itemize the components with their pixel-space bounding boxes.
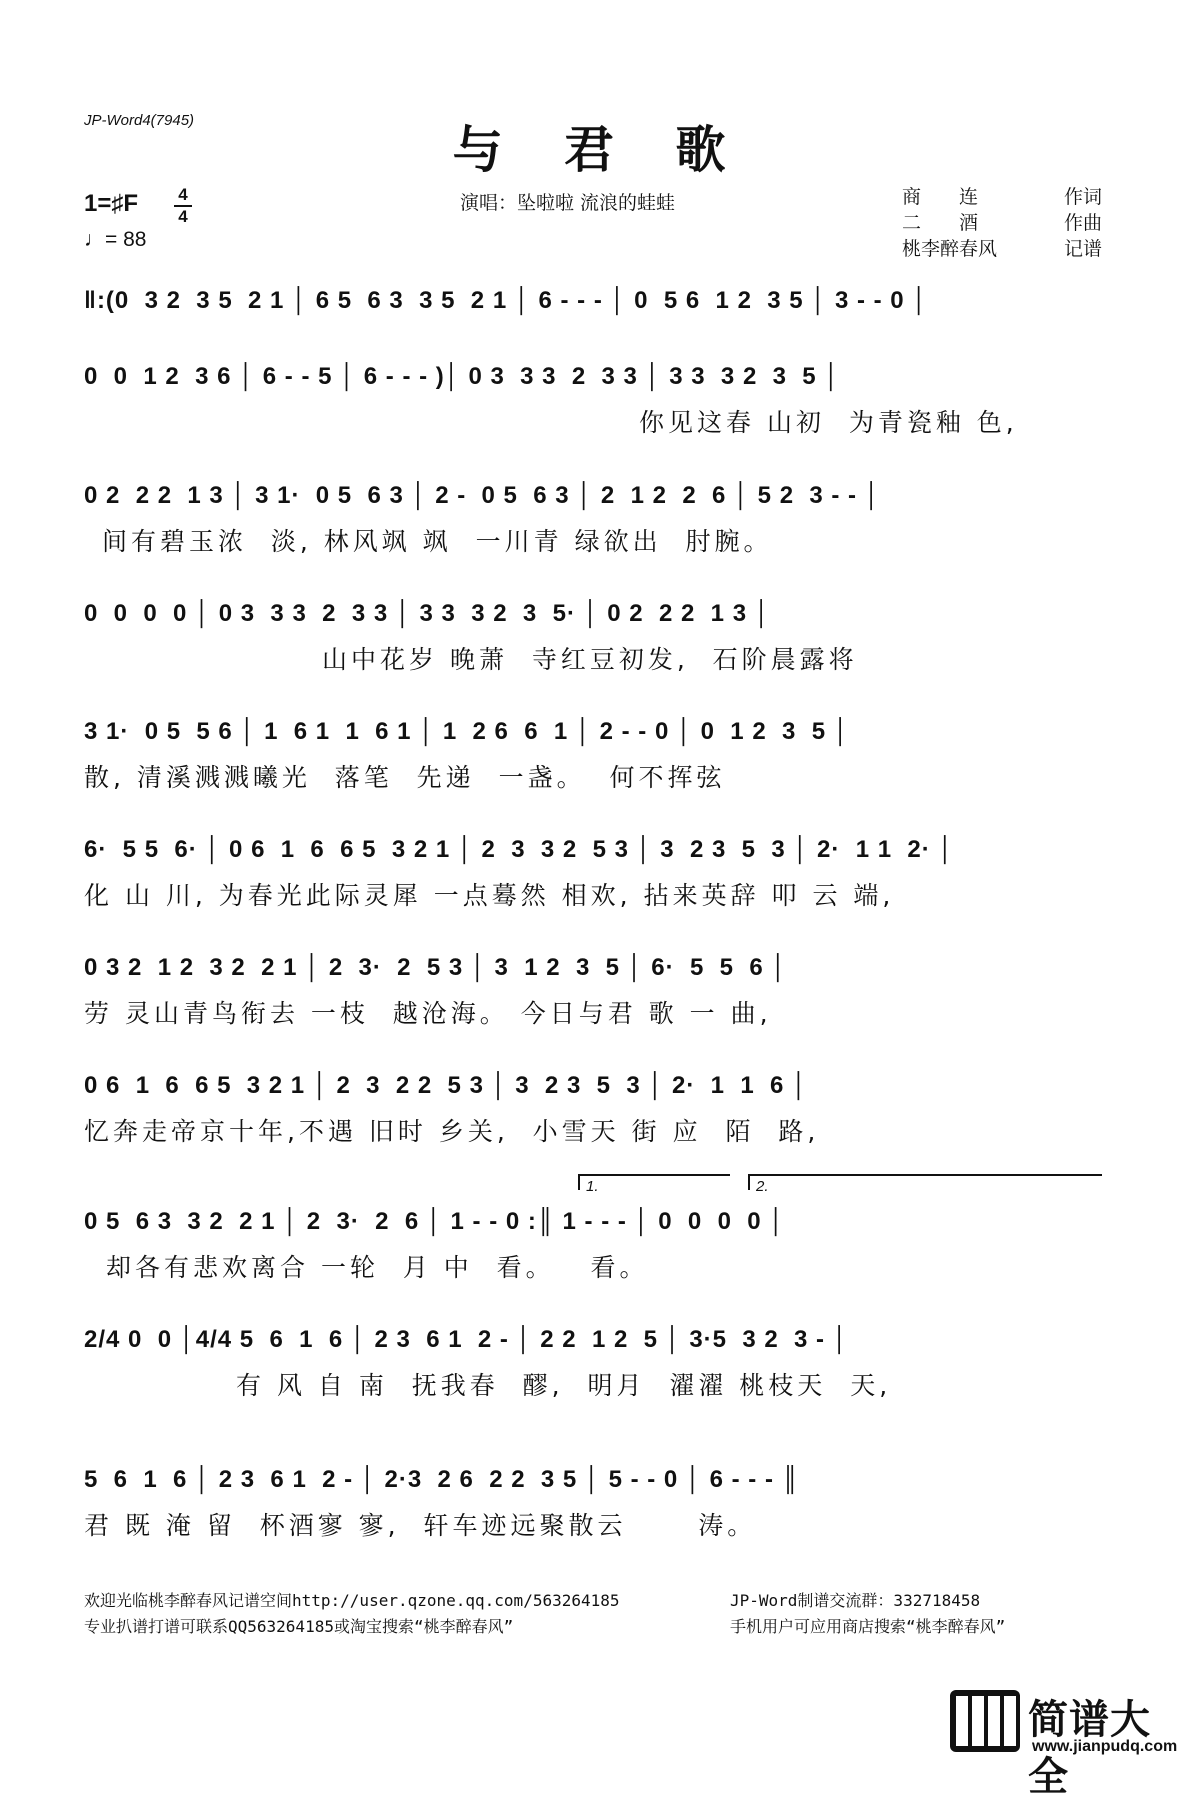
time-signature-bottom: 4 bbox=[178, 207, 188, 226]
credit-lyricist bbox=[902, 182, 1102, 206]
lyrics: 化 山 川, 为春光此际灵犀 一点蓦然 相欢, 拈来英辞 叩 云 端, bbox=[84, 881, 895, 910]
credit-transcriber bbox=[902, 234, 1102, 258]
logo-text: 简谱大全 bbox=[1028, 1697, 1151, 1800]
footer-website: 欢迎光临桃李醉春风记谱空间http://user.qzone.qq.com/563264185 bbox=[84, 1591, 620, 1610]
score-line-4 bbox=[84, 600, 1102, 674]
notes: 0 0 1 2 3 6 │ 6 - - 5 │ 6 - - - )│ 0 3 3 3 2 3 3 │ 3 3 3 2 3 5 │ bbox=[84, 363, 841, 390]
notes: 0 2 2 2 1 3 │ 3 1· 0 5 6 3 │ 2 - 0 5 6 3 │ 2 1 2 2 6 │ 5 2 3 - - │ bbox=[84, 482, 881, 509]
first-ending-label: 1. bbox=[586, 1178, 599, 1195]
credit-role: 作词 bbox=[1063, 186, 1102, 208]
notes: 3 1· 0 5 5 6 │ 1 6 1 1 6 1 │ 1 2 6 6 1 │ 2 - - 0 │ 0 1 2 3 5 │ bbox=[84, 718, 850, 745]
key-signature: 1=♯F bbox=[84, 190, 139, 217]
score-line-3 bbox=[84, 482, 1102, 556]
score-line-1 bbox=[84, 287, 1102, 357]
credit-role: 记谱 bbox=[1063, 238, 1102, 260]
time-signature-top: 4 bbox=[178, 185, 188, 204]
credit-role: 作曲 bbox=[1063, 212, 1102, 234]
lyrics: 你见这春 山初 为青瓷釉 色, bbox=[639, 408, 1018, 437]
notes: ‖:(0 3 2 3 5 2 1 │ 6 5 6 3 3 5 2 1 │ 6 - - - │ 0 5 6 1 2 3 5 │ 3 - - 0 │ bbox=[84, 287, 929, 314]
tempo-marking: ♩= 88 bbox=[84, 228, 147, 251]
notes: 0 6 1 6 6 5 3 2 1 │ 2 3 2 2 5 3 │ 3 2 3 5 3 │ 2· 1 1 6 │ bbox=[84, 1072, 809, 1099]
time-signature bbox=[172, 186, 194, 226]
singer-credit: 演唱：坠啦啦 流浪的蛙蛙 bbox=[460, 192, 676, 214]
lyrics: 有 风 自 南 抚我春 醪, 明月 濯濯 桃枝天 天, bbox=[236, 1371, 892, 1400]
lyrics: 忆奔走帝京十年,不遇 旧时 乡关, 小雪天 街 应 陌 路, bbox=[84, 1117, 820, 1146]
lyrics: 散, 清溪溅溅曦光 落笔 先递 一盏。 何不挥弦 bbox=[84, 763, 726, 792]
logo-url: www.jianpudq.com bbox=[1032, 1738, 1178, 1755]
credit-name: 二 酒 bbox=[902, 212, 979, 234]
second-ending-label: 2. bbox=[756, 1178, 769, 1195]
score-line-10 bbox=[84, 1326, 1102, 1400]
footer-app: 手机用户可应用商店搜索“桃李醉春风” bbox=[730, 1617, 1006, 1636]
score-line-8 bbox=[84, 1072, 1102, 1146]
credit-name: 商 连 bbox=[902, 186, 979, 208]
notes: 0 5 6 3 3 2 2 1 │ 2 3· 2 6 │ 1 - - 0 :║ 1 - - - │ 0 0 0 0 │ bbox=[84, 1208, 786, 1235]
lyrics: 间有碧玉浓 淡, 林风飒 飒 一川青 绿欲出 肘腕。 bbox=[102, 527, 773, 556]
credit-composer bbox=[902, 208, 1102, 232]
notes: 0 3 2 1 2 3 2 2 1 │ 2 3· 2 5 3 │ 3 1 2 3 5 │ 6· 5 5 6 │ bbox=[84, 954, 788, 981]
song-title: 与 君 歌 bbox=[452, 120, 748, 179]
second-ending-bracket bbox=[748, 1174, 1102, 1195]
piano-icon bbox=[950, 1690, 1020, 1752]
score-line-2 bbox=[84, 363, 1102, 437]
lyrics: 山中花岁 晚萧 寺红豆初发, 石阶晨露将 bbox=[322, 645, 858, 674]
score-line-11 bbox=[84, 1466, 1102, 1540]
lyrics: 却各有悲欢离合 一轮 月 中 看。 看。 bbox=[106, 1253, 649, 1282]
footer-group: JP-Word制谱交流群：332718458 bbox=[730, 1591, 981, 1610]
credit-name: 桃李醉春风 bbox=[902, 238, 998, 260]
first-ending-bracket bbox=[578, 1174, 730, 1195]
score-line-7 bbox=[84, 954, 1102, 1028]
lyrics: 劳 灵山青鸟衔去 一枝 越沧海。 今日与君 歌 一 曲, bbox=[84, 999, 772, 1028]
score-line-9 bbox=[84, 1208, 1102, 1282]
footer-contact: 专业扒谱打谱可联系QQ563264185或淘宝搜索“桃李醉春风” bbox=[84, 1617, 514, 1636]
notes: 2/4 0 0 │4/4 5 6 1 6 │ 2 3 6 1 2 - │ 2 2 1 2 5 │ 3·5 3 2 3 - │ bbox=[84, 1326, 849, 1353]
score-line-5 bbox=[84, 718, 1102, 792]
score-line-6 bbox=[84, 836, 1102, 910]
notes: 0 0 0 0 │ 0 3 3 3 2 3 3 │ 3 3 3 2 3 5· │ 0 2 2 2 1 3 │ bbox=[84, 600, 771, 627]
lyrics: 君 既 淹 留 杯酒寥 寥, 轩车迹远聚散云 涛。 bbox=[84, 1511, 757, 1540]
notes: 5 6 1 6 │ 2 3 6 1 2 - │ 2·3 2 6 2 2 3 5 │ 5 - - 0 │ 6 - - - ║ bbox=[84, 1466, 800, 1493]
notes: 6· 5 5 6· │ 0 6 1 6 6 5 3 2 1 │ 2 3 3 2 5 3 │ 3 2 3 5 3 │ 2· 1 1 2· │ bbox=[84, 836, 955, 863]
software-version: JP-Word4(7945) bbox=[84, 112, 195, 129]
site-logo bbox=[950, 1690, 1190, 1800]
